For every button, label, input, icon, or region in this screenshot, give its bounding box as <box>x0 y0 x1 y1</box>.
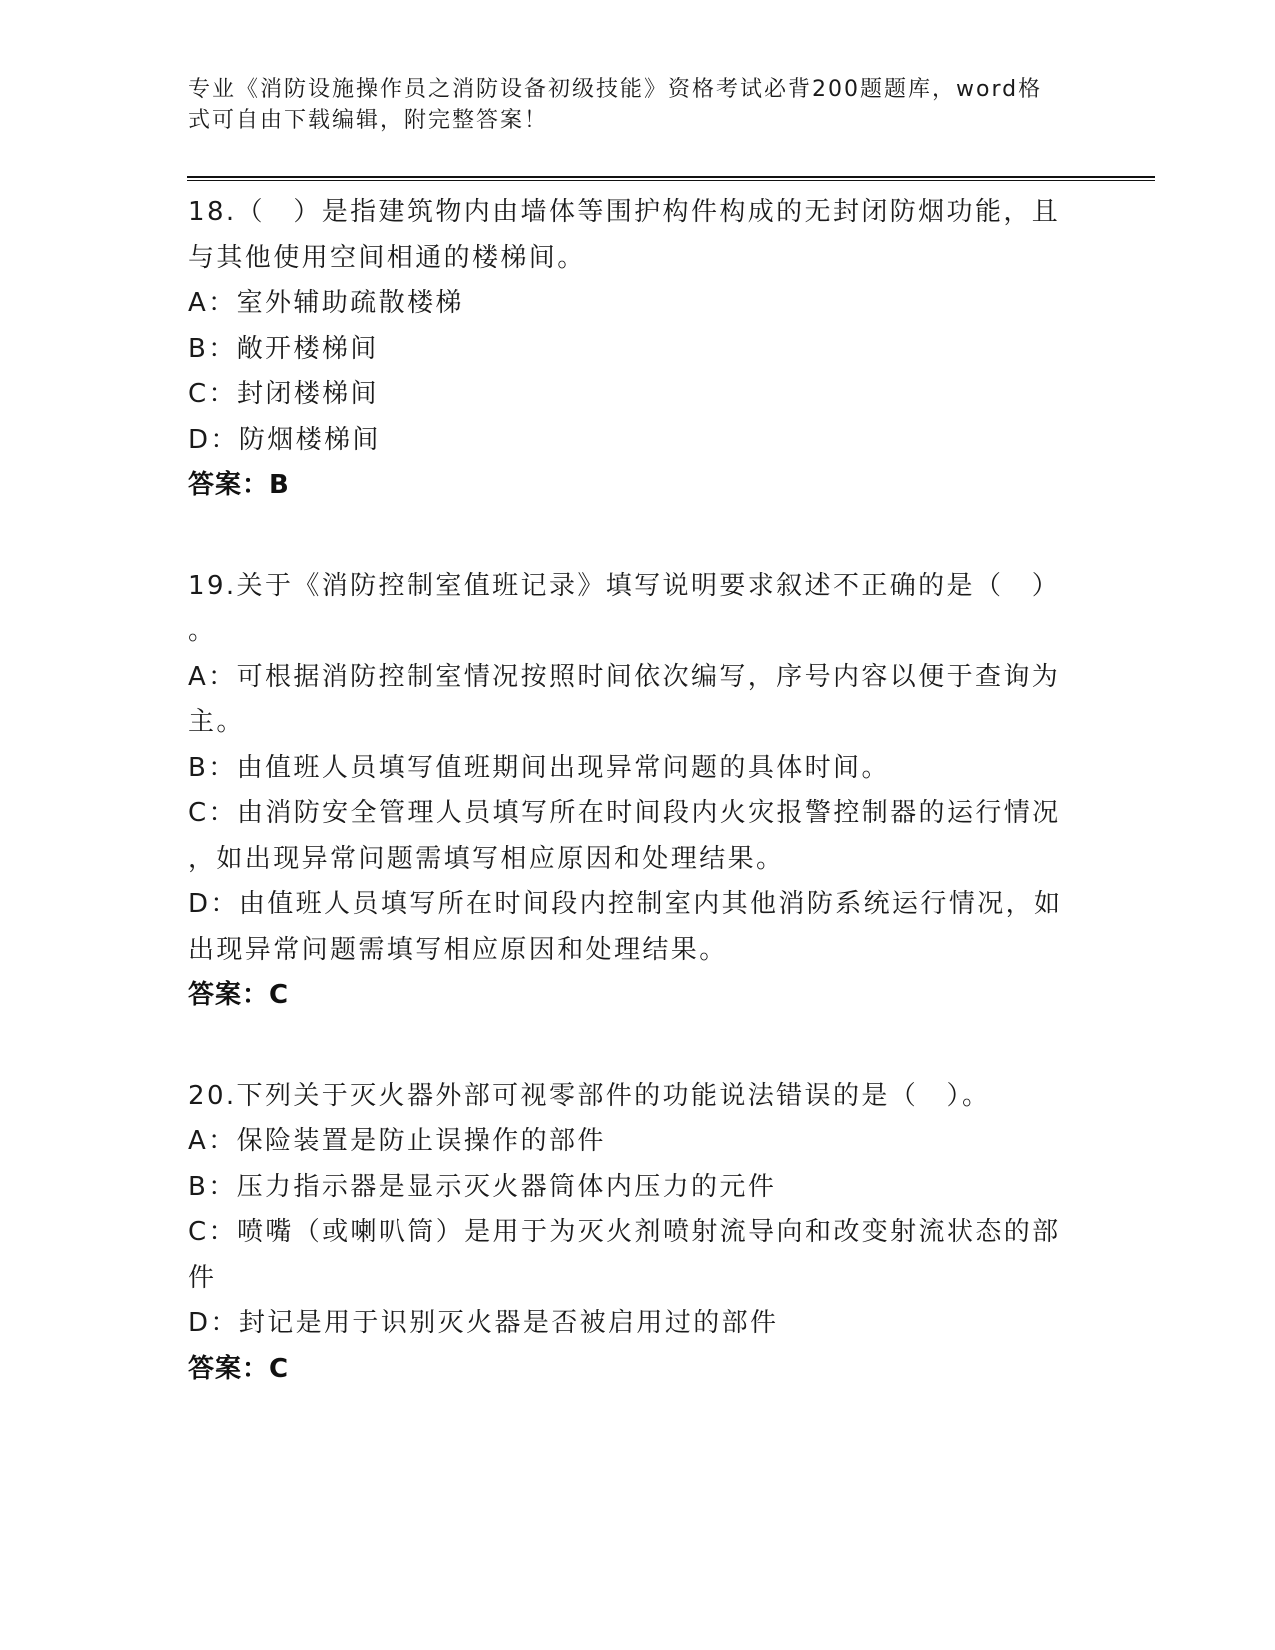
option-c: C：喷嘴（或喇叭筒）是用于为灭火剂喷射流导向和改变射流状态的部 <box>188 1217 1061 1247</box>
question-20 <box>188 1074 1080 1393</box>
header-divider <box>187 176 1155 181</box>
option-c: 件 <box>188 1262 217 1293</box>
question-stem: 20.下列关于灭火器外部可视零部件的功能说法错误的是（ ）。 <box>188 1080 991 1111</box>
header-line: 式可自由下载编辑，附完整答案！ <box>188 108 549 133</box>
option-a: A：保险装置是防止误操作的部件 <box>188 1126 606 1156</box>
option-b: B：压力指示器是显示灭火器筒体内压力的元件 <box>188 1171 777 1202</box>
option-b: B：敞开楼梯间 <box>188 333 379 364</box>
option-d: D：封记是用于识别灭火器是否被启用过的部件 <box>188 1308 779 1338</box>
option-d: D：防烟楼梯间 <box>188 424 381 455</box>
option-d: 出现异常问题需填写相应原因和处理结果。 <box>188 934 728 965</box>
question-list <box>188 190 1080 1447</box>
option-b: B：由值班人员填写值班期间出现异常问题的具体时间。 <box>188 752 890 783</box>
option-d: D：由值班人员填写所在时间段内控制室内其他消防系统运行情况，如 <box>188 889 1063 919</box>
option-c: C：由消防安全管理人员填写所在时间段内火灾报警控制器的运行情况 <box>188 798 1061 828</box>
option-a: A：可根据消防控制室情况按照时间依次编写，序号内容以便于查询为 <box>188 661 1061 692</box>
option-c: ，如出现异常问题需填写相应原因和处理结果。 <box>188 843 785 874</box>
question-stem: 18.（ ）是指建筑物内由墙体等围护构件构成的无封闭防烟功能，且 <box>188 197 1061 227</box>
header-line: 专业《消防设施操作员之消防设备初级技能》资格考试必背200题题库，word格 <box>188 77 1043 102</box>
option-a: 主。 <box>188 707 245 737</box>
answer-label: 答案：C <box>188 980 290 1010</box>
question-18 <box>188 190 1080 509</box>
option-c: C：封闭楼梯间 <box>188 379 379 409</box>
question-stem: 。 <box>188 616 217 646</box>
answer-label: 答案：C <box>188 1353 290 1384</box>
answer-label: 答案：B <box>188 470 290 500</box>
option-a: A：室外辅助疏散楼梯 <box>188 288 464 318</box>
question-stem: 19.关于《消防控制室值班记录》填写说明要求叙述不正确的是（ ） <box>188 570 1061 601</box>
question-stem: 与其他使用空间相通的楼梯间。 <box>188 242 586 273</box>
document-header <box>188 74 1068 136</box>
question-19 <box>188 564 1080 1019</box>
